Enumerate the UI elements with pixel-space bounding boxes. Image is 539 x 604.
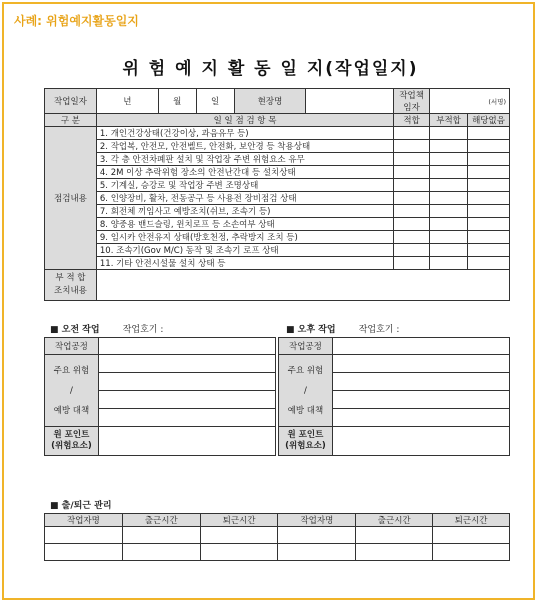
- attendance-cell[interactable]: [433, 544, 510, 561]
- check-na-cell[interactable]: [468, 218, 510, 231]
- check-ok-cell[interactable]: [394, 179, 430, 192]
- attendance-heading: ■ 출/퇴근 관리: [50, 501, 112, 511]
- am-risk-field[interactable]: [98, 373, 275, 391]
- pm-point-field[interactable]: [332, 427, 509, 456]
- check-item: 6. 인양장비, 활차, 전동공구 등 사용전 장비점검 상태: [96, 192, 393, 205]
- pm-risk-field[interactable]: [332, 391, 509, 409]
- check-ng-cell[interactable]: [430, 153, 468, 166]
- check-ng-cell[interactable]: [430, 179, 468, 192]
- am-table: [44, 337, 276, 456]
- attendance-table: [44, 513, 510, 561]
- check-item: 11. 기타 안전시설물 설치 상태 등: [96, 257, 393, 270]
- check-ok-cell[interactable]: [394, 257, 430, 270]
- check-item: 7. 회전체 끼임사고 예방조치(쉬브, 조속기 등): [96, 205, 393, 218]
- corrective-label: [45, 270, 97, 301]
- corrective-label-line1: 부 적 합: [55, 273, 86, 283]
- pm-table: [278, 337, 510, 456]
- am-risk-field[interactable]: [98, 391, 275, 409]
- check-ng-cell[interactable]: [430, 192, 468, 205]
- am-process-label: 작업공정: [45, 338, 99, 355]
- check-na-cell[interactable]: [468, 244, 510, 257]
- attendance-cell[interactable]: [356, 527, 433, 544]
- check-ok-cell[interactable]: [394, 153, 430, 166]
- document-title: 위 험 예 지 활 동 일 지(작업일지): [122, 59, 419, 79]
- pm-risk-field[interactable]: [332, 409, 509, 427]
- ok-header: 적합: [394, 114, 430, 127]
- pm-section-heading: [286, 322, 399, 335]
- pm-risk-field[interactable]: [332, 355, 509, 373]
- am-heading: ■ 오전 작업: [50, 325, 100, 335]
- check-row-label: 점검내용: [45, 127, 97, 270]
- day-label: 일: [196, 89, 234, 114]
- na-header: 해당없음: [468, 114, 510, 127]
- check-na-cell[interactable]: [468, 166, 510, 179]
- attendance-cell[interactable]: [200, 544, 278, 561]
- check-ng-cell[interactable]: [430, 140, 468, 153]
- attendance-col-out: 퇴근시간: [200, 514, 278, 527]
- attendance-cell[interactable]: [200, 527, 278, 544]
- attendance-col-in: 출근시간: [122, 514, 200, 527]
- check-na-cell[interactable]: [468, 140, 510, 153]
- site-value[interactable]: [306, 89, 394, 114]
- attendance-col-in: 출근시간: [356, 514, 433, 527]
- items-header: 일 일 점 검 항 목: [96, 114, 393, 127]
- inspection-table: [44, 88, 510, 301]
- check-item: 3. 각 층 안전차폐판 설치 및 작업장 주변 위험요소 유무: [96, 153, 393, 166]
- check-ng-cell[interactable]: [430, 257, 468, 270]
- am-risk-label: [45, 355, 99, 427]
- check-item: 5. 기계실, 승강로 및 작업장 주변 조명상태: [96, 179, 393, 192]
- pm-process-label: 작업공정: [279, 338, 333, 355]
- check-ng-cell[interactable]: [430, 231, 468, 244]
- am-point-line1: 원 포인트: [53, 430, 90, 440]
- check-item: 4. 2M 이상 추락위험 장소의 안전난간대 등 설치상태: [96, 166, 393, 179]
- check-na-cell[interactable]: [468, 153, 510, 166]
- sign-field[interactable]: (서명): [430, 89, 510, 114]
- am-section-heading: [50, 322, 163, 335]
- pm-risk-field[interactable]: [332, 373, 509, 391]
- attendance-cell[interactable]: [45, 527, 123, 544]
- check-ng-cell[interactable]: [430, 205, 468, 218]
- check-ok-cell[interactable]: [394, 244, 430, 257]
- pm-point-label: [279, 427, 333, 456]
- work-date-label: 작업일자: [45, 89, 97, 114]
- check-item: 8. 양중용 밴드슬링, 윈치로프 등 소손여부 상태: [96, 218, 393, 231]
- am-risk-line2: /: [69, 385, 73, 396]
- check-ok-cell[interactable]: [394, 166, 430, 179]
- attendance-col-worker: 작업자명: [278, 514, 356, 527]
- pm-time-label: 작업호기 :: [358, 325, 400, 335]
- document-frame: [2, 2, 535, 600]
- attendance-cell[interactable]: [122, 544, 200, 561]
- corrective-action-field[interactable]: [96, 270, 509, 301]
- attendance-col-worker: 작업자명: [45, 514, 123, 527]
- pm-risk-line3: 예방 대책: [287, 405, 324, 416]
- check-ok-cell[interactable]: [394, 127, 430, 140]
- pm-process-field[interactable]: [332, 338, 509, 355]
- supervisor-label: 작업책임자: [394, 89, 430, 114]
- check-na-cell[interactable]: [468, 192, 510, 205]
- check-na-cell[interactable]: [468, 257, 510, 270]
- ng-header: 부적합: [430, 114, 468, 127]
- category-header: 구 분: [45, 114, 97, 127]
- am-point-field[interactable]: [98, 427, 275, 456]
- am-risk-line1: 주요 위험: [53, 365, 90, 376]
- check-ok-cell[interactable]: [394, 192, 430, 205]
- check-item: 1. 개인건강상태(건강이상, 과음유무 등): [96, 127, 393, 140]
- pm-risk-line1: 주요 위험: [287, 365, 324, 376]
- check-ng-cell[interactable]: [430, 127, 468, 140]
- check-ok-cell[interactable]: [394, 218, 430, 231]
- am-risk-field[interactable]: [98, 409, 275, 427]
- check-item: 2. 작업복, 안전모, 안전벨트, 안전화, 보안경 등 착용상태: [96, 140, 393, 153]
- check-ok-cell[interactable]: [394, 205, 430, 218]
- attendance-cell[interactable]: [45, 544, 123, 561]
- pm-point-line2: (위험요소): [285, 441, 326, 451]
- attendance-cell[interactable]: [278, 544, 356, 561]
- check-na-cell[interactable]: [468, 179, 510, 192]
- check-ok-cell[interactable]: [394, 231, 430, 244]
- check-ng-cell[interactable]: [430, 218, 468, 231]
- check-na-cell[interactable]: [468, 205, 510, 218]
- am-risk-field[interactable]: [98, 355, 275, 373]
- corrective-label-line2: 조치내용: [54, 286, 87, 296]
- pm-risk-line2: /: [303, 385, 307, 396]
- attendance-col-out: 퇴근시간: [433, 514, 510, 527]
- check-na-cell[interactable]: [468, 127, 510, 140]
- am-time-label: 작업호기 :: [122, 325, 164, 335]
- check-ng-cell[interactable]: [430, 166, 468, 179]
- pm-point-line1: 원 포인트: [287, 430, 324, 440]
- attendance-cell[interactable]: [356, 544, 433, 561]
- am-risk-line3: 예방 대책: [53, 405, 90, 416]
- am-point-line2: (위험요소): [51, 441, 92, 451]
- attendance-cell[interactable]: [122, 527, 200, 544]
- check-ng-cell[interactable]: [430, 244, 468, 257]
- pm-heading: ■ 오후 작업: [286, 325, 336, 335]
- site-label: 현장명: [234, 89, 306, 114]
- check-item: 10. 조속기(Gov M/C) 동작 및 조속기 로프 상태: [96, 244, 393, 257]
- am-point-label: [45, 427, 99, 456]
- attendance-cell[interactable]: [433, 527, 510, 544]
- attendance-cell[interactable]: [278, 527, 356, 544]
- year-label: 년: [96, 89, 158, 114]
- check-ok-cell[interactable]: [394, 140, 430, 153]
- am-process-field[interactable]: [98, 338, 275, 355]
- check-item: 9. 임시카 안전유지 상태(방호천정, 추락방지 조치 등): [96, 231, 393, 244]
- month-label: 월: [158, 89, 196, 114]
- check-na-cell[interactable]: [468, 231, 510, 244]
- pm-risk-label: [279, 355, 333, 427]
- case-title: 사례: 위험예지활동일지: [14, 14, 139, 28]
